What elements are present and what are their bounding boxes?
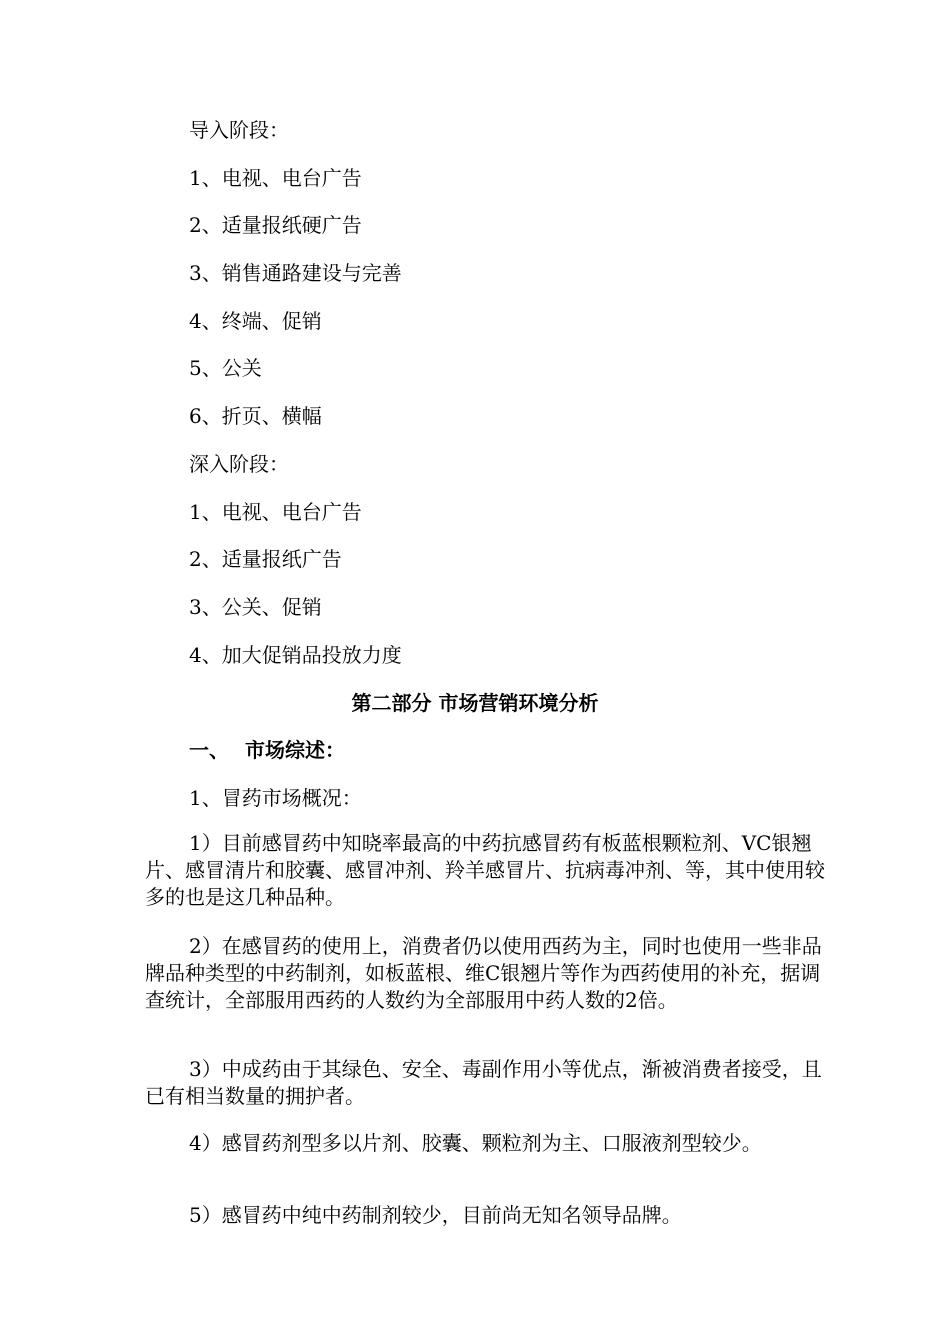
intro-stage-title: 导入阶段：: [189, 118, 289, 142]
intro-stage-item: 4、终端、促销: [189, 309, 322, 333]
intro-stage-item: 3、销售通路建设与完善: [189, 261, 402, 285]
section-number: 一、: [189, 738, 229, 762]
paragraph: 3）中成药由于其绿色、安全、毒副作用小等优点，渐被消费者接受，且已有相当数量的拥护者。: [145, 1057, 822, 1108]
intro-stage-item: 2、适量报纸硬广告: [189, 213, 362, 237]
deep-stage-item: 3、公关、促销: [189, 595, 322, 619]
deep-stage-title: 深入阶段：: [189, 452, 289, 476]
deep-stage-item: 2、适量报纸广告: [189, 547, 342, 571]
deep-stage-item: 1、电视、电台广告: [189, 500, 362, 524]
paragraph: 4）感冒药剂型多以片剂、胶囊、颗粒剂为主、口服液剂型较少。: [189, 1131, 762, 1155]
intro-stage-item: 1、电视、电台广告: [189, 166, 362, 190]
paragraph: 5）感冒药中纯中药制剂较少，目前尚无知名领导品牌。: [189, 1203, 682, 1227]
part-heading: 第二部分 市场营销环境分析: [351, 691, 599, 715]
intro-stage-item: 6、折页、横幅: [189, 404, 322, 428]
subsection-heading: 1、冒药市场概况：: [189, 786, 362, 810]
section-heading: [189, 738, 345, 762]
intro-stage-item: 5、公关: [189, 356, 262, 380]
paragraph: 1）目前感冒药中知晓率最高的中药抗感冒药有板蓝根颗粒剂、VC银翘片、感冒清片和胶囊、感冒冲剂、羚羊感冒片、抗病毒冲剂、等，其中使用较多的也是这几种品种。: [145, 831, 825, 909]
deep-stage-item: 4、加大促销品投放力度: [189, 643, 402, 667]
paragraph: 2）在感冒药的使用上，消费者仍以使用西药为主，同时也使用一些非品牌品种类型的中药制剂，如板蓝根、维C银翘片等作为西药使用的补充，据调查统计，全部服用西药的人数约为全部服用中药人数的2倍。: [145, 934, 822, 1012]
section-title: 市场综述：: [245, 738, 345, 762]
